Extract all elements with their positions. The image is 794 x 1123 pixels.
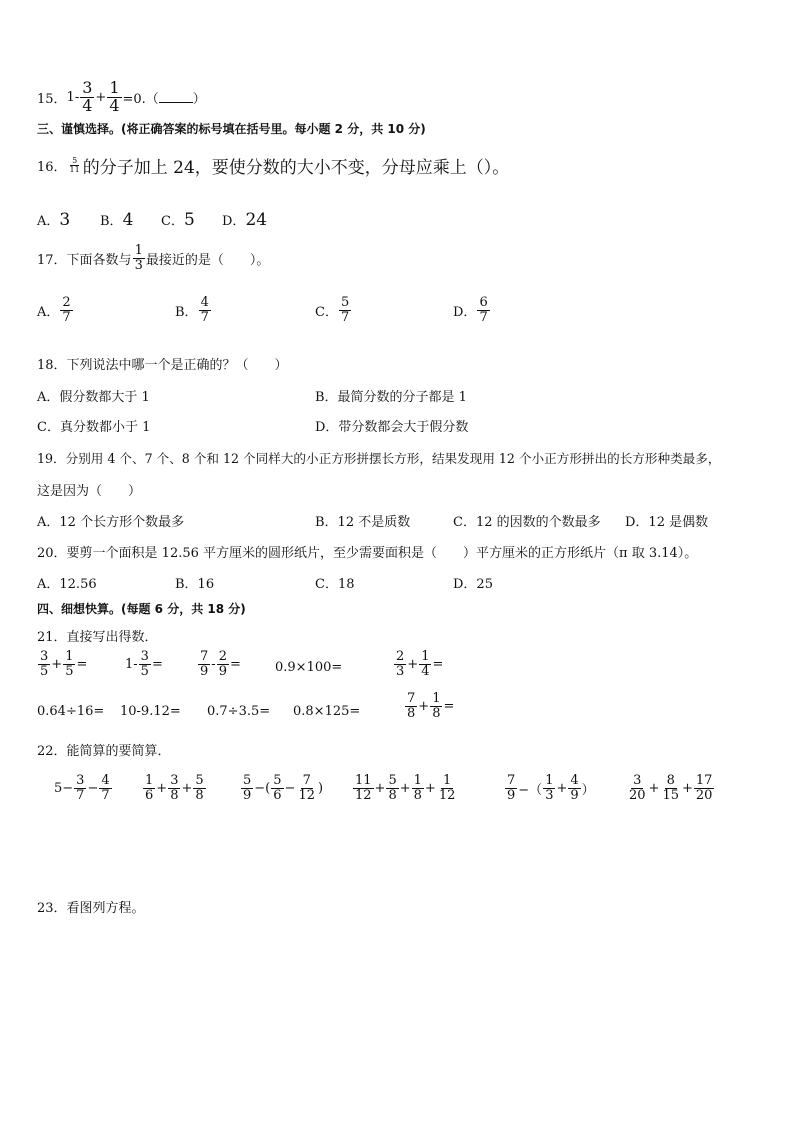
question-19-line-2: 这是因为（ ）	[37, 484, 142, 499]
q15-fraction-2: $\frac{1}{4}$	[109, 78, 120, 115]
q15-rest: =0.（	[122, 91, 159, 107]
q19-option-c[interactable]: C．12 的因数的个数最多	[453, 515, 601, 530]
section-4-title: 四、细想快算。(每题 6 分，共 18 分)	[37, 602, 246, 616]
q19-option-a[interactable]: A．12 个长方形个数最多	[37, 515, 185, 530]
q15-answer-blank[interactable]	[159, 92, 193, 103]
q17-option-b[interactable]: B． $\frac{4}{7}$	[175, 295, 209, 325]
q20-option-d[interactable]: D．25	[453, 577, 493, 592]
q17-fraction: $\frac{1}{3}$	[134, 243, 143, 273]
q22-expr-2: $\frac{1}{6}$ + $\frac{3}{8}$ + $\frac{5}{8}$	[145, 773, 204, 803]
q21-r2-expr-5: $\frac{7}{8}$ + $\frac{1}{8}$ =	[407, 691, 455, 721]
q15-one: 1-	[66, 89, 80, 105]
q22-expr-3: $\frac{5}{9}$ −( $\frac{5}{6}$ − $\frac{7}{12}$ )	[243, 773, 324, 803]
q20-option-c[interactable]: C．18	[315, 577, 355, 592]
question-22: 22．能简算的要简算．	[37, 744, 171, 759]
q19-option-d[interactable]: D．12 是偶数	[625, 515, 709, 530]
q17-post: 最接近的是（ ）。	[145, 252, 270, 268]
q15-number: 15．	[37, 91, 67, 107]
q22-expr-5: $\frac{7}{9}$ −（ $\frac{1}{3}$ + $\frac{4}{9}$ ）	[507, 773, 595, 803]
q21-r1-expr-2: 1- $\frac{3}{5}$ =	[125, 649, 163, 679]
q15-plus: +	[95, 89, 107, 105]
q16-option-a[interactable]: A．3	[37, 210, 71, 230]
q18-option-b[interactable]: B．最简分数的分子都是 1	[315, 390, 467, 405]
q21-r2-expr-4: 0.8×125=	[293, 704, 361, 719]
question-15	[37, 80, 206, 115]
q21-r1-expr-4: 0.9×100=	[275, 660, 343, 675]
q21-r1-expr-5: $\frac{2}{3}$ + $\frac{1}{4}$ =	[396, 649, 444, 679]
q17-pre: 下面各数与	[66, 252, 132, 268]
q21-r2-expr-1: 0.64÷16=	[37, 704, 105, 719]
q21-r2-expr-2: 10-9.12=	[120, 704, 181, 719]
q15-close: ）	[192, 91, 206, 107]
q22-expr-1: 5− $\frac{3}{7}$ − $\frac{4}{7}$	[54, 773, 110, 803]
q18-option-a[interactable]: A．假分数都大于 1	[37, 390, 150, 405]
question-23: 23．看图列方程。	[37, 901, 145, 916]
question-20: 20．要剪一个面积是 12.56 平方厘米的圆形纸片，至少需要面积是（ ）平方厘米的正方形纸片（π 取 3.14）。	[37, 546, 698, 561]
q19-option-b[interactable]: B．12 不是质数	[315, 515, 411, 530]
q16-number: 16．	[37, 160, 67, 175]
question-18: 18．下列说法中哪一个是正确的？（ ）	[37, 358, 288, 373]
q17-number: 17．	[37, 252, 67, 268]
q21-r1-expr-1: $\frac{3}{5}$ + $\frac{1}{5}$ =	[40, 649, 88, 679]
question-16	[37, 153, 509, 178]
q17-option-c[interactable]: C． $\frac{5}{7}$	[315, 295, 350, 325]
q20-option-b[interactable]: B．16	[175, 577, 215, 592]
q16-option-d[interactable]: D．24	[222, 210, 268, 230]
question-17	[37, 244, 269, 272]
q16-text: 的分子加上 24，要使分数的大小不变，分母应乘上（）。	[82, 158, 510, 178]
q21-r1-expr-3: $\frac{7}{9}$ - $\frac{2}{9}$ =	[200, 649, 241, 679]
q16-fraction: $\frac{5}{11}$	[69, 155, 80, 174]
q22-expr-4: $\frac{11}{12}$ + $\frac{5}{8}$ + $\frac{1}{8}$ + $\frac{1}{12}$	[355, 773, 456, 803]
q20-option-a[interactable]: A．12.56	[37, 577, 97, 592]
section-3-title: 三、谨慎选择。(将正确答案的标号填在括号里。每小题 2 分，共 10 分)	[37, 122, 426, 136]
q16-option-c[interactable]: C．5	[161, 210, 195, 230]
q17-option-d[interactable]: D． $\frac{6}{7}$	[453, 295, 488, 325]
question-21: 21．直接写出得数．	[37, 630, 158, 645]
q16-option-b[interactable]: B．4	[100, 210, 134, 230]
q18-option-d[interactable]: D．带分数都会大于假分数	[315, 420, 469, 435]
question-19-line-1: 19．分别用 4 个、7 个、8 个和 12 个同样大的小正方形拼摆长方形，结果发现用 12 个小正方形拼出的长方形种类最多，	[37, 451, 721, 466]
q18-option-c[interactable]: C．真分数都小于 1	[37, 420, 151, 435]
q15-fraction-1: $\frac{3}{4}$	[82, 78, 93, 115]
q21-r2-expr-3: 0.7÷3.5=	[207, 704, 271, 719]
q17-option-a[interactable]: A． $\frac{2}{7}$	[37, 295, 71, 325]
q22-expr-6: $\frac{3}{20}$ + $\frac{8}{15}$ + $\frac{17}{20}$	[629, 773, 713, 803]
